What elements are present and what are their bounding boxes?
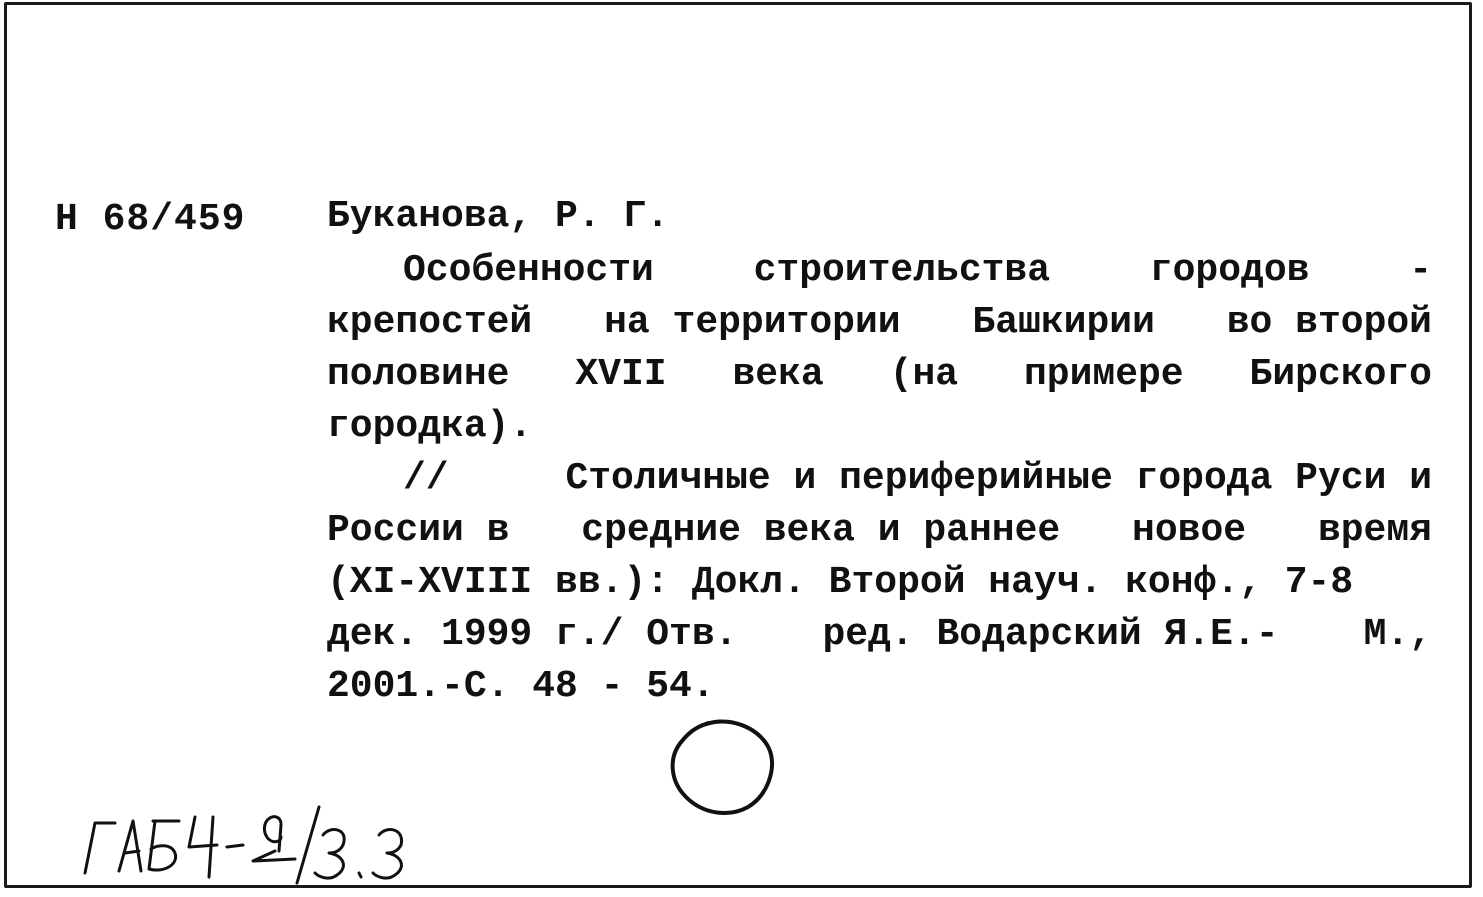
catalog-card	[4, 2, 1472, 888]
source-line-1	[327, 453, 1432, 505]
handwritten-note	[67, 795, 447, 885]
source-line-2	[327, 505, 1432, 557]
title-word: Бирского	[1249, 353, 1432, 396]
author-name: Буканова, Р. Г.	[327, 195, 670, 238]
source-word: средние века и раннее	[581, 509, 1061, 552]
title-line-2	[327, 297, 1432, 349]
title-word: примере	[1023, 353, 1184, 396]
source-line-4	[327, 609, 1432, 661]
source-word: //	[403, 457, 449, 500]
title-word: -	[1409, 249, 1432, 292]
title-word: городов	[1149, 249, 1310, 292]
source-word: дек. 1999 г./ Отв.	[327, 613, 738, 656]
source-word: М.,	[1363, 613, 1432, 656]
source-word: (XI-XVIII вв.): Докл. Второй науч. конф., 7-8	[327, 561, 1354, 604]
title-word: Башкирии	[972, 301, 1155, 344]
title-word: крепостей	[327, 301, 533, 344]
title-line-3	[327, 349, 1432, 401]
source-word: России в	[327, 509, 510, 552]
source-word: 2001.-С. 48 - 54.	[327, 665, 715, 708]
shelfmark: Н 68/459	[55, 198, 246, 241]
title-word: городка).	[327, 405, 533, 448]
title-word: века	[732, 353, 824, 396]
title-word: на территории	[604, 301, 901, 344]
source-line-5	[327, 661, 1432, 713]
bibliographic-entry	[327, 191, 1432, 713]
title-word: Особенности	[403, 249, 654, 292]
source-word: новое	[1132, 509, 1247, 552]
title-word: (на	[889, 353, 959, 396]
circle-stamp-icon	[662, 711, 782, 821]
source-line-3	[327, 557, 1432, 609]
title-line-4	[327, 401, 1432, 453]
title-word: XVII	[575, 353, 667, 396]
title-word: строительства	[753, 249, 1051, 292]
source-word: Столичные и периферийные города Руси и	[565, 457, 1432, 500]
title-word: во второй	[1226, 301, 1432, 344]
title-word: половине	[327, 353, 510, 396]
source-word: ред. Водарский Я.Е.-	[822, 613, 1279, 656]
source-word: время	[1317, 509, 1432, 552]
title-line-1	[327, 245, 1432, 297]
